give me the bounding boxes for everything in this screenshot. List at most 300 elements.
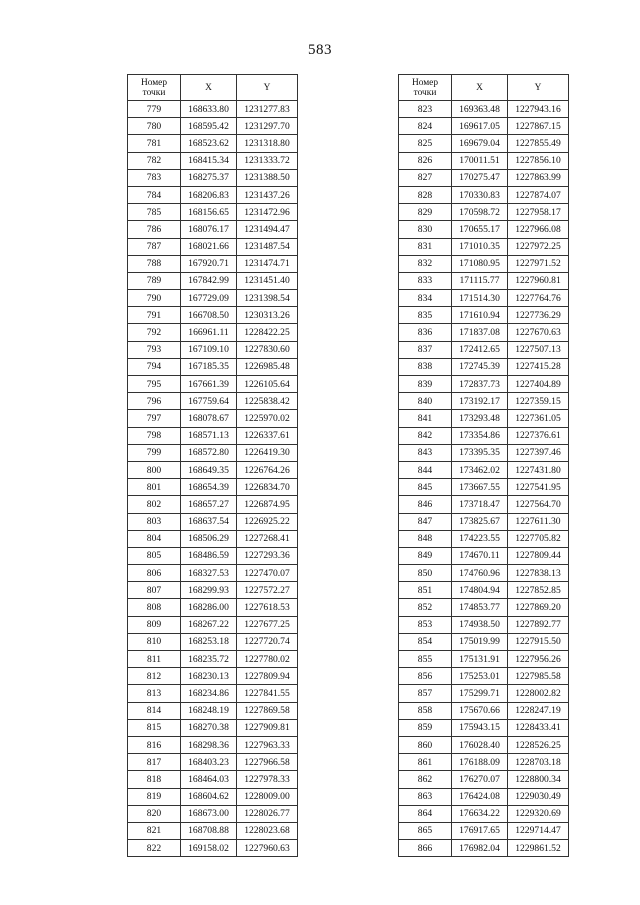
y-coordinate-cell: 1227852.85 <box>508 582 569 599</box>
y-header: Y <box>237 75 298 101</box>
point-number-cell: 828 <box>399 186 452 203</box>
y-coordinate-cell: 1226764.26 <box>237 461 298 478</box>
table-row <box>399 255 569 272</box>
x-coordinate-cell: 176424.08 <box>452 788 508 805</box>
page-number: 583 <box>308 42 332 58</box>
point-number-cell: 864 <box>399 805 452 822</box>
table-row <box>399 702 569 719</box>
x-coordinate-cell: 176982.04 <box>452 840 508 857</box>
table-row <box>128 702 298 719</box>
y-coordinate-cell: 1227268.41 <box>237 530 298 547</box>
point-number-cell: 809 <box>128 616 181 633</box>
y-coordinate-cell: 1228023.68 <box>237 822 298 839</box>
table-row <box>399 324 569 341</box>
point-number-cell: 783 <box>128 169 181 186</box>
point-number-cell: 816 <box>128 736 181 753</box>
point-number-cell: 813 <box>128 685 181 702</box>
table-row <box>128 101 298 118</box>
point-number-cell: 787 <box>128 238 181 255</box>
x-coordinate-cell: 168270.38 <box>181 719 237 736</box>
y-coordinate-cell: 1230313.26 <box>237 307 298 324</box>
point-number-cell: 796 <box>128 393 181 410</box>
y-coordinate-cell: 1227892.77 <box>508 616 569 633</box>
x-coordinate-cell: 168403.23 <box>181 754 237 771</box>
x-coordinate-cell: 174223.55 <box>452 530 508 547</box>
table-row <box>128 479 298 496</box>
x-coordinate-cell: 173192.17 <box>452 393 508 410</box>
table-row <box>128 238 298 255</box>
point-number-cell: 791 <box>128 307 181 324</box>
x-coordinate-cell: 174804.94 <box>452 582 508 599</box>
point-number-cell: 840 <box>399 393 452 410</box>
x-coordinate-cell: 172745.39 <box>452 358 508 375</box>
x-coordinate-cell: 168649.35 <box>181 461 237 478</box>
y-coordinate-cell: 1231487.54 <box>237 238 298 255</box>
point-number-cell: 841 <box>399 410 452 427</box>
x-coordinate-cell: 169158.02 <box>181 840 237 857</box>
x-coordinate-cell: 175943.15 <box>452 719 508 736</box>
y-coordinate-cell: 1227780.02 <box>237 651 298 668</box>
x-coordinate-cell: 170655.17 <box>452 221 508 238</box>
x-header: X <box>452 75 508 101</box>
x-coordinate-cell: 168571.13 <box>181 427 237 444</box>
y-coordinate-cell: 1227670.63 <box>508 324 569 341</box>
table-row <box>128 651 298 668</box>
point-number-cell: 821 <box>128 822 181 839</box>
point-number-cell: 800 <box>128 461 181 478</box>
x-coordinate-cell: 167729.09 <box>181 290 237 307</box>
x-coordinate-cell: 168604.62 <box>181 788 237 805</box>
y-coordinate-cell: 1231472.96 <box>237 204 298 221</box>
point-number-cell: 798 <box>128 427 181 444</box>
point-number-cell: 846 <box>399 496 452 513</box>
point-number-cell: 862 <box>399 771 452 788</box>
x-coordinate-cell: 169363.48 <box>452 101 508 118</box>
point-number-cell: 779 <box>128 101 181 118</box>
y-coordinate-cell: 1227541.95 <box>508 479 569 496</box>
x-coordinate-cell: 168275.37 <box>181 169 237 186</box>
table-row <box>128 204 298 221</box>
point-number-cell: 797 <box>128 410 181 427</box>
table-row <box>399 479 569 496</box>
point-number-cell: 860 <box>399 736 452 753</box>
y-coordinate-cell: 1231398.54 <box>237 290 298 307</box>
point-number-cell: 817 <box>128 754 181 771</box>
x-coordinate-cell: 175670.66 <box>452 702 508 719</box>
y-header: Y <box>508 75 569 101</box>
table-row <box>128 565 298 582</box>
x-coordinate-cell: 173395.35 <box>452 444 508 461</box>
table-row <box>399 358 569 375</box>
table-row <box>399 547 569 564</box>
y-coordinate-cell: 1231388.50 <box>237 169 298 186</box>
point-number-cell: 834 <box>399 290 452 307</box>
table-row <box>128 668 298 685</box>
x-coordinate-cell: 168673.00 <box>181 805 237 822</box>
table-row <box>399 307 569 324</box>
x-coordinate-cell: 176028.40 <box>452 736 508 753</box>
y-coordinate-cell: 1227963.33 <box>237 736 298 753</box>
point-number-cell: 866 <box>399 840 452 857</box>
x-coordinate-cell: 174938.50 <box>452 616 508 633</box>
table-row <box>399 822 569 839</box>
x-coordinate-cell: 174853.77 <box>452 599 508 616</box>
x-coordinate-cell: 175253.01 <box>452 668 508 685</box>
point-number-cell: 815 <box>128 719 181 736</box>
y-coordinate-cell: 1227943.16 <box>508 101 569 118</box>
y-coordinate-cell: 1227838.13 <box>508 565 569 582</box>
point-number-cell: 795 <box>128 376 181 393</box>
x-coordinate-cell: 168506.29 <box>181 530 237 547</box>
y-coordinate-cell: 1227764.76 <box>508 290 569 307</box>
x-coordinate-cell: 173667.55 <box>452 479 508 496</box>
table-row <box>399 530 569 547</box>
point-number-cell: 838 <box>399 358 452 375</box>
y-coordinate-cell: 1227869.20 <box>508 599 569 616</box>
y-coordinate-cell: 1228002.82 <box>508 685 569 702</box>
point-number-cell: 858 <box>399 702 452 719</box>
y-coordinate-cell: 1228800.34 <box>508 771 569 788</box>
x-header: X <box>181 75 237 101</box>
point-number-header: Номер точки <box>399 75 452 101</box>
point-number-cell: 806 <box>128 565 181 582</box>
y-coordinate-cell: 1227841.55 <box>237 685 298 702</box>
y-coordinate-cell: 1227915.50 <box>508 633 569 650</box>
y-coordinate-cell: 1226105.64 <box>237 376 298 393</box>
y-coordinate-cell: 1227677.25 <box>237 616 298 633</box>
point-number-cell: 822 <box>128 840 181 857</box>
x-coordinate-cell: 169679.04 <box>452 135 508 152</box>
table-row <box>399 101 569 118</box>
point-number-cell: 847 <box>399 513 452 530</box>
y-coordinate-cell: 1226874.95 <box>237 496 298 513</box>
point-number-cell: 835 <box>399 307 452 324</box>
table-row <box>399 290 569 307</box>
y-coordinate-cell: 1227736.29 <box>508 307 569 324</box>
point-number-cell: 799 <box>128 444 181 461</box>
y-coordinate-cell: 1227572.27 <box>237 582 298 599</box>
point-number-cell: 829 <box>399 204 452 221</box>
point-number-cell: 844 <box>399 461 452 478</box>
point-number-cell: 849 <box>399 547 452 564</box>
table-row <box>128 393 298 410</box>
table-row <box>128 736 298 753</box>
x-coordinate-cell: 167759.64 <box>181 393 237 410</box>
x-coordinate-cell: 167842.99 <box>181 272 237 289</box>
y-coordinate-cell: 1226834.70 <box>237 479 298 496</box>
x-coordinate-cell: 168235.72 <box>181 651 237 668</box>
y-coordinate-cell: 1231297.70 <box>237 118 298 135</box>
x-coordinate-cell: 168657.27 <box>181 496 237 513</box>
table-row <box>128 461 298 478</box>
table-row <box>399 272 569 289</box>
table-row <box>128 169 298 186</box>
table-row <box>128 633 298 650</box>
table-row <box>399 376 569 393</box>
y-coordinate-cell: 1226419.30 <box>237 444 298 461</box>
x-coordinate-cell: 173462.02 <box>452 461 508 478</box>
table-row <box>128 771 298 788</box>
y-coordinate-cell: 1231333.72 <box>237 152 298 169</box>
table-row <box>128 822 298 839</box>
table-row <box>399 204 569 221</box>
point-number-cell: 851 <box>399 582 452 599</box>
point-number-cell: 801 <box>128 479 181 496</box>
table-row <box>128 290 298 307</box>
y-coordinate-cell: 1227978.33 <box>237 771 298 788</box>
x-coordinate-cell: 173293.48 <box>452 410 508 427</box>
table-row <box>399 169 569 186</box>
coordinates-table-right <box>398 74 569 857</box>
table-row <box>399 341 569 358</box>
point-number-cell: 826 <box>399 152 452 169</box>
y-coordinate-cell: 1227960.63 <box>237 840 298 857</box>
table-row <box>399 238 569 255</box>
table-row <box>399 186 569 203</box>
point-number-cell: 855 <box>399 651 452 668</box>
x-coordinate-cell: 173718.47 <box>452 496 508 513</box>
point-number-cell: 832 <box>399 255 452 272</box>
y-coordinate-cell: 1228247.19 <box>508 702 569 719</box>
y-coordinate-cell: 1227359.15 <box>508 393 569 410</box>
y-coordinate-cell: 1227856.10 <box>508 152 569 169</box>
y-coordinate-cell: 1227971.52 <box>508 255 569 272</box>
x-coordinate-cell: 168633.80 <box>181 101 237 118</box>
point-number-cell: 839 <box>399 376 452 393</box>
point-number-cell: 859 <box>399 719 452 736</box>
x-coordinate-cell: 168078.67 <box>181 410 237 427</box>
table-row <box>128 186 298 203</box>
x-coordinate-cell: 168486.59 <box>181 547 237 564</box>
point-number-cell: 811 <box>128 651 181 668</box>
table-row <box>128 582 298 599</box>
y-coordinate-cell: 1229714.47 <box>508 822 569 839</box>
point-number-cell: 789 <box>128 272 181 289</box>
y-coordinate-cell: 1227855.49 <box>508 135 569 152</box>
x-coordinate-cell: 168076.17 <box>181 221 237 238</box>
table-row <box>399 496 569 513</box>
x-coordinate-cell: 168464.03 <box>181 771 237 788</box>
table-row <box>399 461 569 478</box>
point-number-cell: 785 <box>128 204 181 221</box>
point-number-cell: 804 <box>128 530 181 547</box>
table-row <box>399 410 569 427</box>
x-coordinate-cell: 171837.08 <box>452 324 508 341</box>
x-coordinate-cell: 173825.67 <box>452 513 508 530</box>
table-row <box>399 771 569 788</box>
x-coordinate-cell: 168206.83 <box>181 186 237 203</box>
table-row <box>399 427 569 444</box>
y-coordinate-cell: 1227404.89 <box>508 376 569 393</box>
y-coordinate-cell: 1225838.42 <box>237 393 298 410</box>
x-coordinate-cell: 176917.65 <box>452 822 508 839</box>
x-coordinate-cell: 167920.71 <box>181 255 237 272</box>
x-coordinate-cell: 167185.35 <box>181 358 237 375</box>
table-row <box>128 805 298 822</box>
y-coordinate-cell: 1227966.58 <box>237 754 298 771</box>
point-number-cell: 853 <box>399 616 452 633</box>
y-coordinate-cell: 1226985.48 <box>237 358 298 375</box>
point-number-cell: 780 <box>128 118 181 135</box>
table-row <box>399 135 569 152</box>
point-number-cell: 793 <box>128 341 181 358</box>
table-row <box>128 616 298 633</box>
x-coordinate-cell: 173354.86 <box>452 427 508 444</box>
y-coordinate-cell: 1227956.26 <box>508 651 569 668</box>
table-row <box>128 410 298 427</box>
y-coordinate-cell: 1227361.05 <box>508 410 569 427</box>
point-number-cell: 823 <box>399 101 452 118</box>
x-coordinate-cell: 168248.19 <box>181 702 237 719</box>
x-coordinate-cell: 166961.11 <box>181 324 237 341</box>
table-row <box>128 272 298 289</box>
y-coordinate-cell: 1231494.47 <box>237 221 298 238</box>
y-coordinate-cell: 1227809.94 <box>237 668 298 685</box>
point-number-cell: 818 <box>128 771 181 788</box>
x-coordinate-cell: 168523.62 <box>181 135 237 152</box>
point-number-cell: 865 <box>399 822 452 839</box>
point-number-cell: 810 <box>128 633 181 650</box>
point-number-cell: 827 <box>399 169 452 186</box>
y-coordinate-cell: 1227397.46 <box>508 444 569 461</box>
y-coordinate-cell: 1227415.28 <box>508 358 569 375</box>
y-coordinate-cell: 1231318.80 <box>237 135 298 152</box>
point-number-cell: 837 <box>399 341 452 358</box>
x-coordinate-cell: 171115.77 <box>452 272 508 289</box>
point-number-cell: 819 <box>128 788 181 805</box>
table-row <box>128 530 298 547</box>
table-header-row <box>128 75 298 101</box>
table-row <box>128 513 298 530</box>
table-row <box>128 135 298 152</box>
table-row <box>128 307 298 324</box>
y-coordinate-cell: 1228703.18 <box>508 754 569 771</box>
y-coordinate-cell: 1227867.15 <box>508 118 569 135</box>
point-number-cell: 803 <box>128 513 181 530</box>
y-coordinate-cell: 1227705.82 <box>508 530 569 547</box>
point-number-cell: 836 <box>399 324 452 341</box>
x-coordinate-cell: 176634.22 <box>452 805 508 822</box>
point-number-cell: 854 <box>399 633 452 650</box>
point-number-cell: 820 <box>128 805 181 822</box>
point-number-cell: 852 <box>399 599 452 616</box>
x-coordinate-cell: 172837.73 <box>452 376 508 393</box>
x-coordinate-cell: 175299.71 <box>452 685 508 702</box>
y-coordinate-cell: 1228422.25 <box>237 324 298 341</box>
point-number-cell: 786 <box>128 221 181 238</box>
point-number-cell: 857 <box>399 685 452 702</box>
y-coordinate-cell: 1227874.07 <box>508 186 569 203</box>
table-row <box>128 376 298 393</box>
y-coordinate-cell: 1227611.30 <box>508 513 569 530</box>
x-coordinate-cell: 168234.86 <box>181 685 237 702</box>
table-row <box>128 840 298 857</box>
x-coordinate-cell: 168230.13 <box>181 668 237 685</box>
point-number-cell: 790 <box>128 290 181 307</box>
y-coordinate-cell: 1227958.17 <box>508 204 569 221</box>
x-coordinate-cell: 176270.07 <box>452 771 508 788</box>
y-coordinate-cell: 1227564.70 <box>508 496 569 513</box>
x-coordinate-cell: 169617.05 <box>452 118 508 135</box>
y-coordinate-cell: 1228009.00 <box>237 788 298 805</box>
point-number-cell: 807 <box>128 582 181 599</box>
point-number-cell: 843 <box>399 444 452 461</box>
x-coordinate-cell: 170275.47 <box>452 169 508 186</box>
y-coordinate-cell: 1229861.52 <box>508 840 569 857</box>
y-coordinate-cell: 1228026.77 <box>237 805 298 822</box>
table-row <box>128 324 298 341</box>
table-row <box>399 633 569 650</box>
table-row <box>128 427 298 444</box>
x-coordinate-cell: 171010.35 <box>452 238 508 255</box>
x-coordinate-cell: 168156.65 <box>181 204 237 221</box>
point-number-cell: 850 <box>399 565 452 582</box>
table-row <box>399 221 569 238</box>
y-coordinate-cell: 1227909.81 <box>237 719 298 736</box>
y-coordinate-cell: 1227720.74 <box>237 633 298 650</box>
table-row <box>128 358 298 375</box>
table-row <box>128 496 298 513</box>
y-coordinate-cell: 1227966.08 <box>508 221 569 238</box>
y-coordinate-cell: 1227470.07 <box>237 565 298 582</box>
x-coordinate-cell: 172412.65 <box>452 341 508 358</box>
x-coordinate-cell: 174670.11 <box>452 547 508 564</box>
table-row <box>399 565 569 582</box>
y-coordinate-cell: 1227293.36 <box>237 547 298 564</box>
table-row <box>399 118 569 135</box>
x-coordinate-cell: 168327.53 <box>181 565 237 582</box>
x-coordinate-cell: 171080.95 <box>452 255 508 272</box>
point-number-cell: 856 <box>399 668 452 685</box>
table-row <box>399 513 569 530</box>
x-coordinate-cell: 171610.94 <box>452 307 508 324</box>
x-coordinate-cell: 167661.39 <box>181 376 237 393</box>
table-row <box>128 444 298 461</box>
y-coordinate-cell: 1226337.61 <box>237 427 298 444</box>
x-coordinate-cell: 167109.10 <box>181 341 237 358</box>
y-coordinate-cell: 1228526.25 <box>508 736 569 753</box>
point-number-cell: 831 <box>399 238 452 255</box>
table-row <box>399 393 569 410</box>
y-coordinate-cell: 1228433.41 <box>508 719 569 736</box>
point-number-cell: 814 <box>128 702 181 719</box>
y-coordinate-cell: 1229320.69 <box>508 805 569 822</box>
x-coordinate-cell: 168595.42 <box>181 118 237 135</box>
x-coordinate-cell: 175131.91 <box>452 651 508 668</box>
y-coordinate-cell: 1227618.53 <box>237 599 298 616</box>
y-coordinate-cell: 1227809.44 <box>508 547 569 564</box>
table-row <box>399 736 569 753</box>
table-row <box>128 788 298 805</box>
point-number-cell: 808 <box>128 599 181 616</box>
x-coordinate-cell: 168654.39 <box>181 479 237 496</box>
x-coordinate-cell: 168298.36 <box>181 736 237 753</box>
table-row <box>399 152 569 169</box>
point-number-cell: 861 <box>399 754 452 771</box>
table-header-row <box>399 75 569 101</box>
x-coordinate-cell: 168021.66 <box>181 238 237 255</box>
x-coordinate-cell: 170011.51 <box>452 152 508 169</box>
table-row <box>399 599 569 616</box>
x-coordinate-cell: 168286.00 <box>181 599 237 616</box>
x-coordinate-cell: 166708.50 <box>181 307 237 324</box>
x-coordinate-cell: 168267.22 <box>181 616 237 633</box>
x-coordinate-cell: 175019.99 <box>452 633 508 650</box>
point-number-cell: 824 <box>399 118 452 135</box>
point-number-cell: 805 <box>128 547 181 564</box>
y-coordinate-cell: 1227830.60 <box>237 341 298 358</box>
table-row <box>128 685 298 702</box>
